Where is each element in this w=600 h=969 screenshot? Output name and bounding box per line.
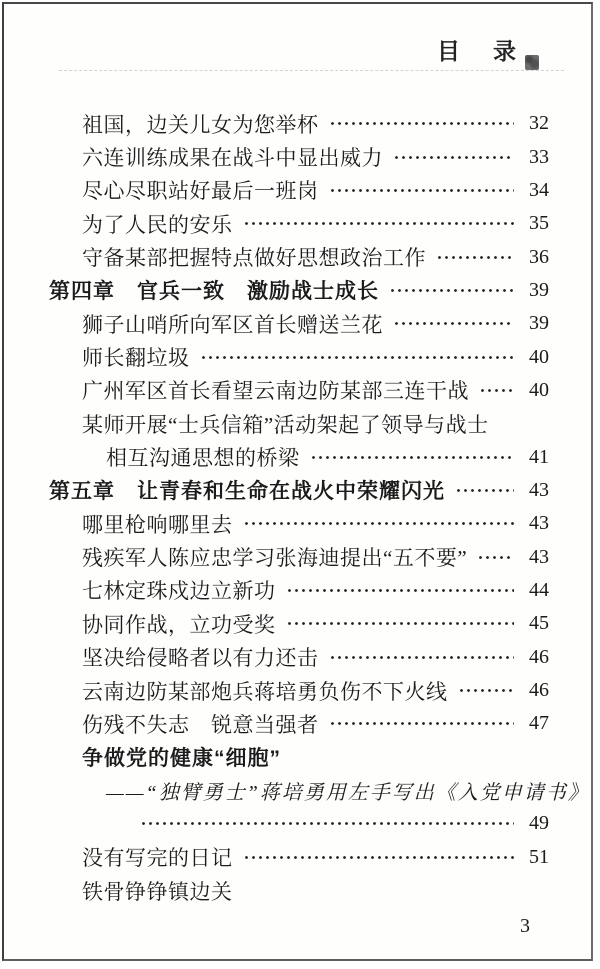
toc-page-number: 46 — [529, 679, 549, 702]
toc-entry-title: 相互沟通思想的桥梁 — [106, 446, 300, 471]
dotted-leader — [140, 820, 514, 827]
toc-entry-title: 没有写完的日记 — [82, 846, 233, 871]
dotted-leader — [393, 320, 514, 327]
toc-entry-row — [49, 140, 549, 173]
page-header — [4, 40, 539, 70]
toc-entry-row — [49, 574, 549, 607]
dotted-leader — [479, 387, 514, 394]
toc-entry-title: 争做党的健康“细胞” — [82, 747, 281, 771]
toc-entry-row — [49, 207, 549, 240]
toc-entry-row — [49, 741, 549, 774]
toc-entry-row — [49, 174, 549, 207]
toc-entry-title: 坚决给侵略者以有力还击 — [82, 646, 319, 671]
dotted-leader — [310, 454, 515, 461]
dotted-leader — [458, 687, 515, 694]
toc-entry-title: 六连训练成果在战斗中显出威力 — [82, 146, 383, 171]
toc-entry-title: 守备某部把握特点做好思想政治工作 — [82, 246, 426, 271]
toc-entry-row — [49, 674, 549, 707]
toc-list — [49, 107, 590, 907]
toc-page-number: 49 — [529, 812, 549, 835]
toc-page-number: 40 — [529, 378, 549, 401]
toc-page-number: 32 — [529, 112, 549, 135]
dotted-leader — [243, 520, 515, 527]
toc-entry-title: 为了人民的安乐 — [82, 212, 233, 237]
dotted-leader — [477, 554, 514, 561]
toc-entry-row — [49, 340, 549, 373]
toc-page-number: 39 — [529, 278, 549, 301]
toc-page-number: 47 — [529, 712, 549, 735]
dotted-leader — [286, 620, 515, 627]
toc-page-number: 51 — [529, 845, 549, 868]
dotted-leader — [243, 220, 515, 227]
toc-page-number: 39 — [529, 312, 549, 335]
toc-entry-title: 尽心尽职站好最后一班岗 — [82, 179, 319, 204]
toc-entry-title: 某师开展“士兵信箱”活动架起了领导与战士 — [82, 412, 489, 437]
dotted-leader — [329, 720, 515, 727]
toc-page-number: 44 — [529, 578, 549, 601]
toc-entry-row — [49, 407, 549, 440]
dotted-leader — [329, 120, 515, 127]
scanned-page — [2, 2, 593, 961]
toc-page-number: 34 — [529, 178, 549, 201]
toc-entry-row — [49, 841, 549, 874]
dotted-leader — [286, 587, 515, 594]
toc-entry-row — [49, 774, 590, 807]
toc-page-number: 33 — [529, 145, 549, 168]
dotted-leader — [389, 287, 514, 294]
toc-entry-title: 云南边防某部炮兵蒋培勇负伤不下火线 — [82, 679, 448, 704]
toc-entry-row — [49, 107, 549, 140]
dotted-leader — [329, 654, 515, 661]
toc-page-number: 45 — [529, 612, 549, 635]
toc-entry-title: 协同作战，立功受奖 — [82, 612, 276, 637]
toc-entry-row — [49, 607, 549, 640]
dotted-leader — [393, 154, 514, 161]
dotted-leader — [455, 487, 514, 494]
folio-page-number: 3 — [520, 915, 530, 937]
toc-entry-title: 祖国，边关儿女为您举杯 — [82, 112, 319, 137]
header-divider — [59, 70, 564, 71]
toc-entry-row — [49, 540, 549, 573]
toc-entry-title: 残疾军人陈应忠学习张海迪提出“五不要” — [82, 546, 468, 571]
toc-entry-row — [49, 374, 549, 407]
toc-entry-title: 第五章 让青春和生命在战火中荣耀闪光 — [49, 480, 445, 504]
toc-entry-row — [49, 507, 549, 540]
dotted-leader — [243, 854, 515, 861]
dotted-leader — [329, 187, 515, 194]
toc-page-number: 35 — [529, 212, 549, 235]
toc-entry-row — [49, 307, 549, 340]
toc-entry-row — [49, 807, 549, 840]
toc-entry-title: 哪里枪响哪里去 — [82, 512, 233, 537]
toc-entry-title: 第四章 官兵一致 激励战士成长 — [49, 280, 379, 304]
toc-entry-title: 师长翻垃圾 — [82, 346, 190, 371]
page-title: 目 录 — [437, 39, 521, 64]
toc-page-number: 36 — [529, 245, 549, 268]
toc-entry-row — [49, 641, 549, 674]
toc-page-number: 43 — [529, 512, 549, 535]
toc-entry-row — [49, 707, 549, 740]
toc-entry-title: 狮子山哨所向军区首长赠送兰花 — [82, 312, 383, 337]
toc-page-number: 40 — [529, 345, 549, 368]
toc-chapter-row — [49, 474, 549, 507]
toc-page-number: 46 — [529, 645, 549, 668]
toc-chapter-row — [49, 274, 549, 307]
ink-stamp-icon — [525, 55, 539, 70]
toc-entry-row — [49, 874, 549, 907]
toc-entry-title: 七林定珠戍边立新功 — [82, 579, 276, 604]
toc-entry-title: ——“独臂勇士”蒋培勇用左手写出《入党申请书》 — [106, 782, 590, 805]
toc-entry-title: 伤残不失志 锐意当强者 — [82, 712, 319, 737]
toc-entry-title: 铁骨铮铮镇边关 — [82, 879, 233, 904]
toc-entry-title: 广州军区首长看望云南边防某部三连干战 — [82, 379, 469, 404]
dotted-leader — [200, 354, 515, 361]
dotted-leader — [436, 254, 514, 261]
toc-page-number: 43 — [529, 478, 549, 501]
toc-entry-row — [49, 440, 549, 473]
toc-page-number: 43 — [529, 545, 549, 568]
toc-entry-row — [49, 240, 549, 273]
toc-page-number: 41 — [529, 445, 549, 468]
